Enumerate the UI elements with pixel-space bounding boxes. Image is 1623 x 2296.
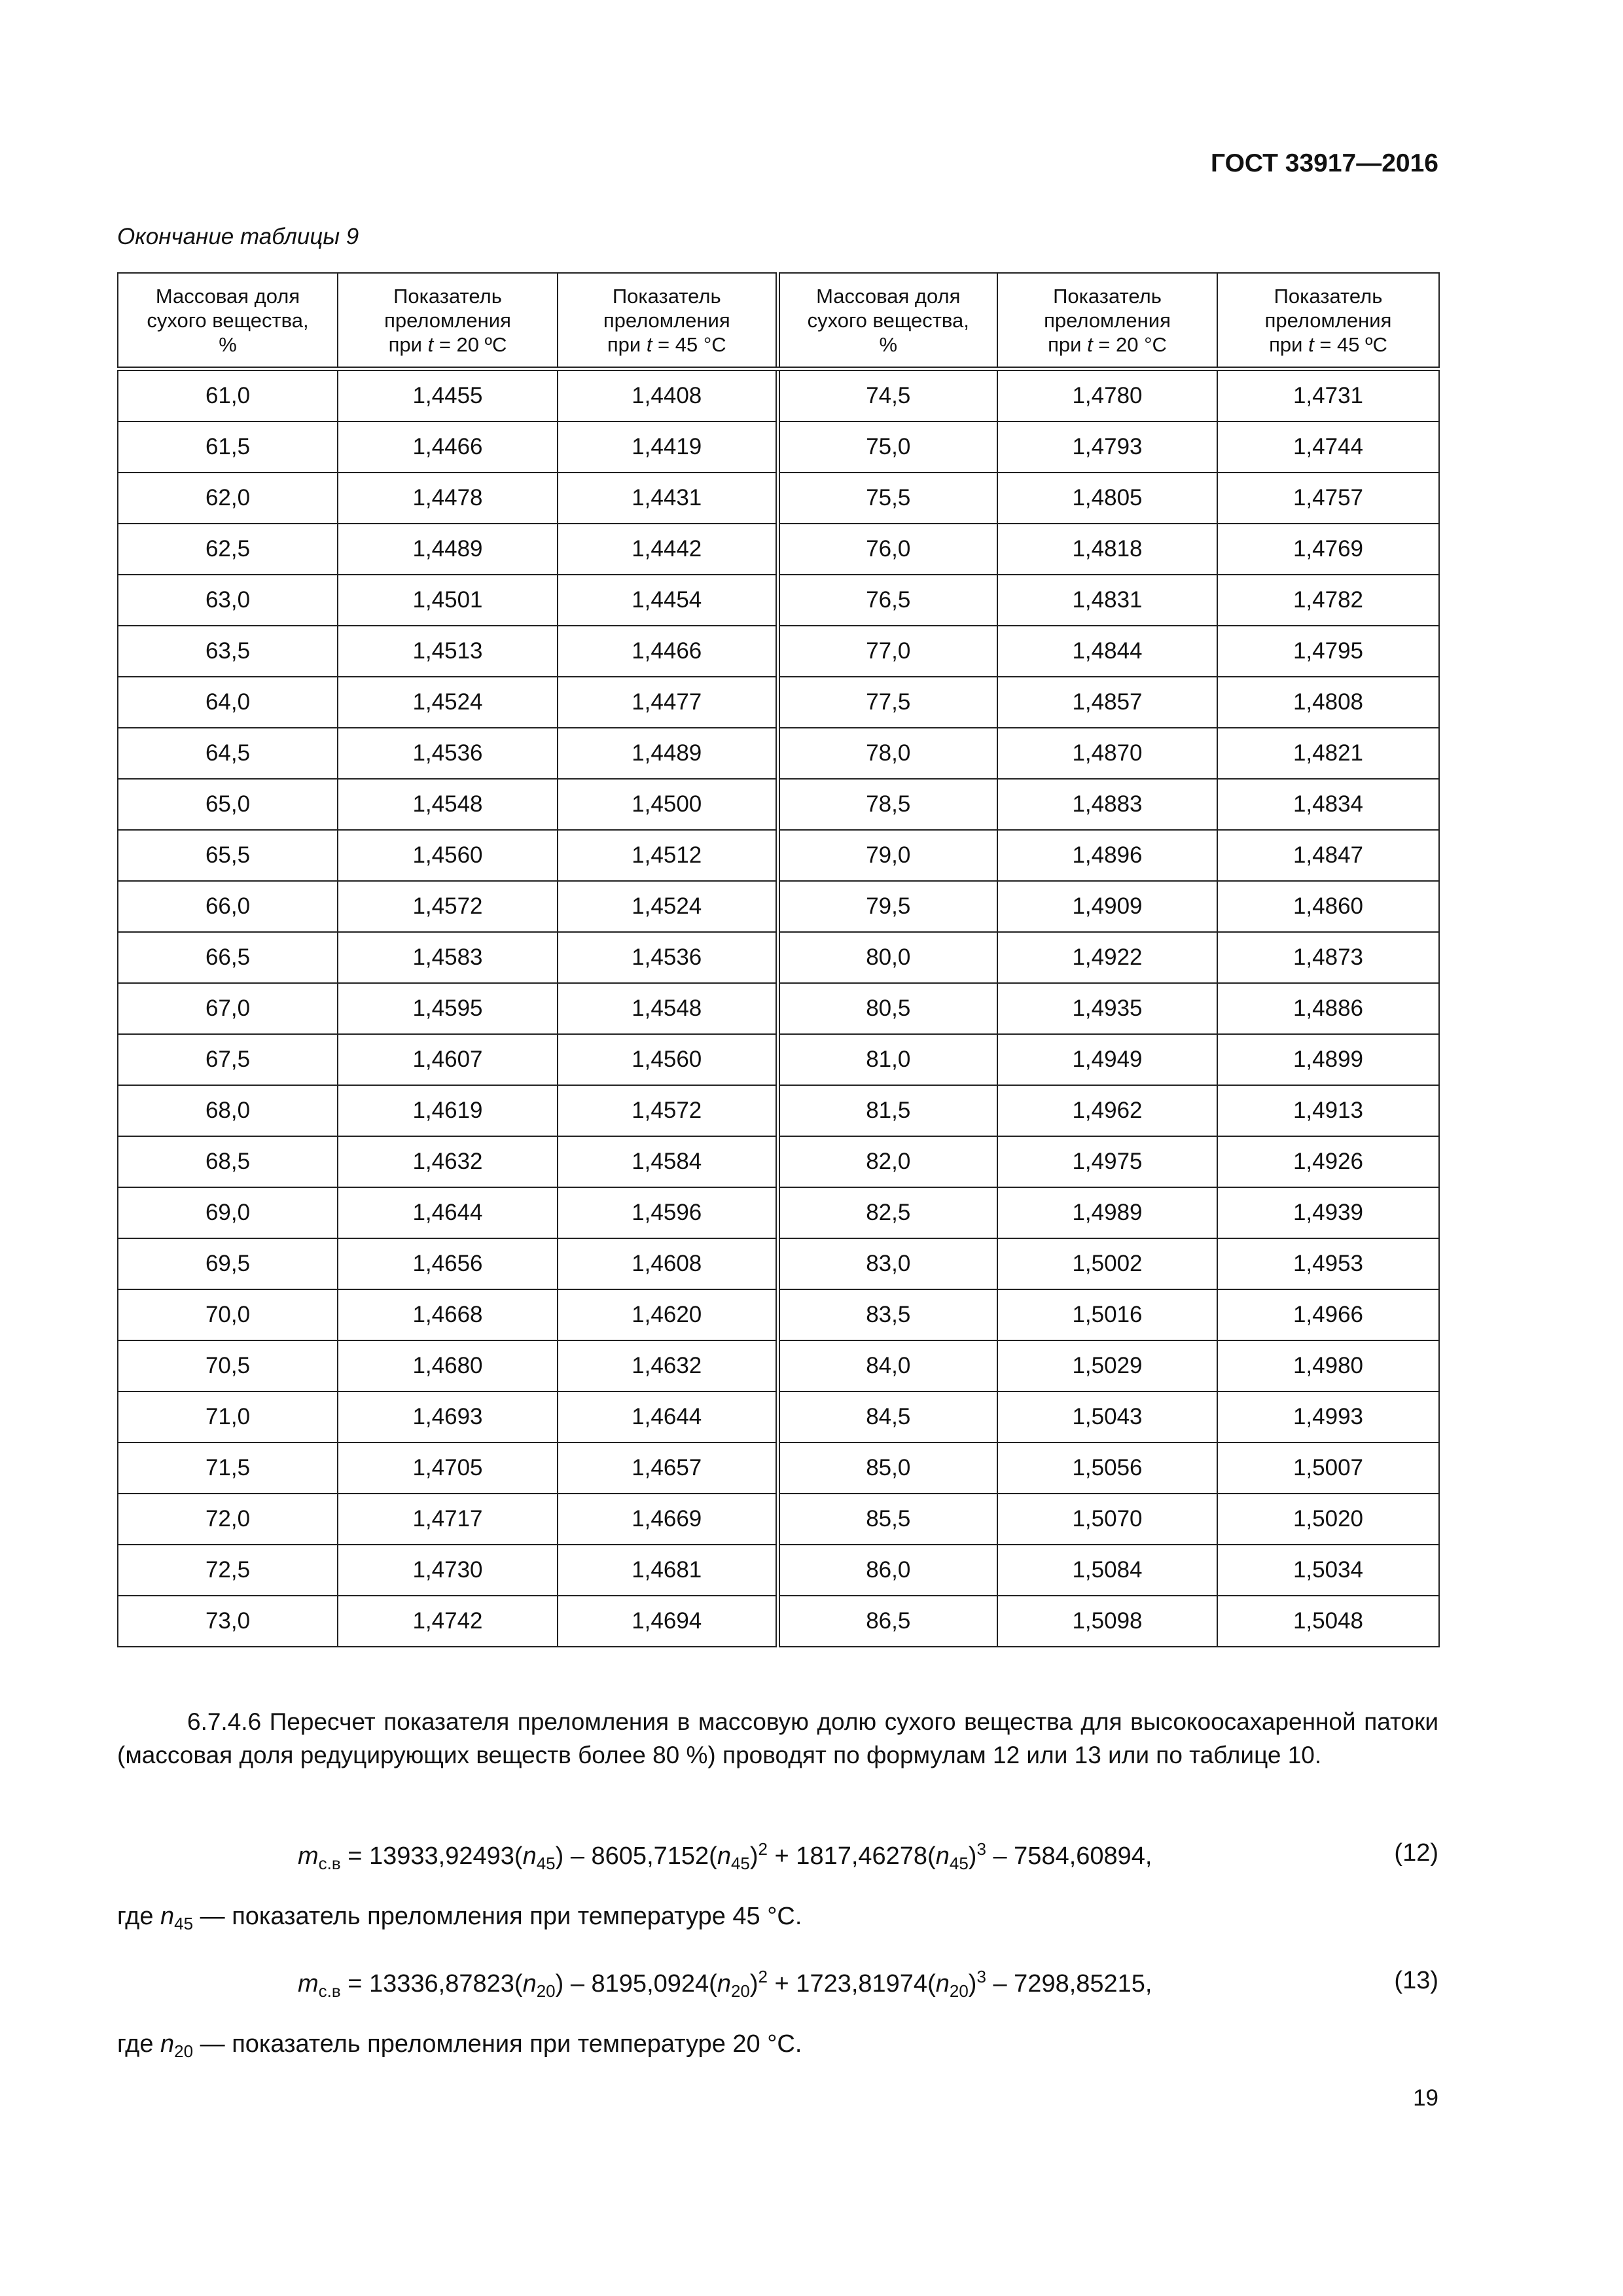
table-cell: 1,4512 bbox=[558, 830, 777, 881]
table-cell: 1,4757 bbox=[1217, 473, 1439, 524]
table-row bbox=[118, 1187, 1439, 1238]
formula-text: ) bbox=[749, 1970, 758, 1998]
formula-13 bbox=[298, 1967, 1152, 2001]
header-mass-fraction-1 bbox=[118, 273, 338, 369]
table-cell: 1,4899 bbox=[1217, 1034, 1439, 1085]
table-row bbox=[118, 1085, 1439, 1136]
table-row bbox=[118, 728, 1439, 779]
table-cell: 84,5 bbox=[777, 1391, 997, 1443]
header-refraction-45-1 bbox=[558, 273, 777, 369]
where-subscript: 20 bbox=[174, 2041, 194, 2061]
table-cell: 80,5 bbox=[777, 983, 997, 1034]
document-code: ГОСТ 33917—2016 bbox=[1211, 149, 1438, 177]
table-cell: 1,4693 bbox=[338, 1391, 558, 1443]
table-row bbox=[118, 575, 1439, 626]
header-text: Массовая доля bbox=[816, 284, 961, 308]
table-cell: 62,0 bbox=[118, 473, 338, 524]
header-mass-fraction-2 bbox=[777, 273, 997, 369]
table-row bbox=[118, 1034, 1439, 1085]
table-cell: 81,0 bbox=[777, 1034, 997, 1085]
header-text: % bbox=[879, 332, 898, 356]
table-cell: 1,4668 bbox=[338, 1289, 558, 1340]
table-cell: 76,0 bbox=[777, 524, 997, 575]
table-row bbox=[118, 932, 1439, 983]
table-cell: 1,5084 bbox=[997, 1545, 1217, 1596]
table-row bbox=[118, 1494, 1439, 1545]
table-cell: 1,4442 bbox=[558, 524, 777, 575]
table-cell: 1,4632 bbox=[558, 1340, 777, 1391]
formula-var: n bbox=[522, 1842, 537, 1870]
formula-exponent: 3 bbox=[976, 1839, 986, 1859]
header-text: Массовая доля bbox=[155, 284, 300, 308]
header-refraction-20-2 bbox=[997, 273, 1217, 369]
table-cell: 1,4694 bbox=[558, 1596, 777, 1647]
table-row bbox=[118, 369, 1439, 422]
table-row bbox=[118, 1443, 1439, 1494]
where-var: n bbox=[160, 2030, 175, 2058]
table-row bbox=[118, 1391, 1439, 1443]
table-cell: 1,4680 bbox=[338, 1340, 558, 1391]
table-cell: 66,0 bbox=[118, 881, 338, 932]
table-cell: 1,5043 bbox=[997, 1391, 1217, 1443]
table-cell: 84,0 bbox=[777, 1340, 997, 1391]
formula-12-number: (12) bbox=[1394, 1839, 1438, 1867]
table-cell: 1,4793 bbox=[997, 422, 1217, 473]
table-cell: 1,4489 bbox=[338, 524, 558, 575]
table-cell: 1,4632 bbox=[338, 1136, 558, 1187]
table-cell: 82,0 bbox=[777, 1136, 997, 1187]
table-cell: 1,5098 bbox=[997, 1596, 1217, 1647]
header-text: Показатель bbox=[612, 284, 721, 308]
table-cell: 1,4966 bbox=[1217, 1289, 1439, 1340]
where-text: — показатель преломления при температуре 20 °С. bbox=[193, 2030, 802, 2058]
table-cell: 70,0 bbox=[118, 1289, 338, 1340]
table-row bbox=[118, 1136, 1439, 1187]
table-row bbox=[118, 779, 1439, 830]
table-row bbox=[118, 422, 1439, 473]
formula-subscript: с.в bbox=[318, 1981, 341, 2001]
table-cell: 1,4782 bbox=[1217, 575, 1439, 626]
table-cell: 1,4408 bbox=[558, 369, 777, 422]
where-prefix: где bbox=[117, 2030, 161, 2058]
table-cell: 1,4466 bbox=[338, 422, 558, 473]
page-number: 19 bbox=[1413, 2085, 1438, 2111]
table-cell: 1,4536 bbox=[558, 932, 777, 983]
table-cell: 61,5 bbox=[118, 422, 338, 473]
table-cell: 1,4524 bbox=[338, 677, 558, 728]
table-cell: 1,4731 bbox=[1217, 369, 1439, 422]
formula-var: m bbox=[298, 1842, 319, 1870]
table-header bbox=[118, 273, 1439, 369]
header-text: преломления bbox=[1044, 308, 1171, 332]
table-row bbox=[118, 1238, 1439, 1289]
table-cell: 1,4742 bbox=[338, 1596, 558, 1647]
table-cell: 1,4596 bbox=[558, 1187, 777, 1238]
formula-12 bbox=[298, 1839, 1152, 1874]
table-cell: 85,0 bbox=[777, 1443, 997, 1494]
where-prefix: где bbox=[117, 1903, 161, 1930]
table-cell: 64,5 bbox=[118, 728, 338, 779]
table-cell: 73,0 bbox=[118, 1596, 338, 1647]
table-cell: 1,4536 bbox=[338, 728, 558, 779]
table-cell: 1,4857 bbox=[997, 677, 1217, 728]
table-cell: 1,4607 bbox=[338, 1034, 558, 1085]
table-cell: 1,4584 bbox=[558, 1136, 777, 1187]
formula-subscript: с.в bbox=[318, 1854, 341, 1873]
table-cell: 1,5034 bbox=[1217, 1545, 1439, 1596]
table-cell: 1,4595 bbox=[338, 983, 558, 1034]
table-cell: 83,0 bbox=[777, 1238, 997, 1289]
table-cell: 1,4818 bbox=[997, 524, 1217, 575]
header-text: = 20 ºС bbox=[433, 332, 507, 356]
table-cell: 61,0 bbox=[118, 369, 338, 422]
table-cell: 75,0 bbox=[777, 422, 997, 473]
table-cell: 1,4477 bbox=[558, 677, 777, 728]
table-cell: 1,4949 bbox=[997, 1034, 1217, 1085]
table-cell: 70,5 bbox=[118, 1340, 338, 1391]
table-cell: 1,4466 bbox=[558, 626, 777, 677]
table-cell: 1,4780 bbox=[997, 369, 1217, 422]
where-n20 bbox=[117, 2030, 802, 2062]
header-text: при bbox=[388, 332, 428, 356]
table-row bbox=[118, 881, 1439, 932]
table-row bbox=[118, 1596, 1439, 1647]
table-cell: 1,4873 bbox=[1217, 932, 1439, 983]
table-cell: 1,4962 bbox=[997, 1085, 1217, 1136]
table-cell: 1,4419 bbox=[558, 422, 777, 473]
table-cell: 1,4489 bbox=[558, 728, 777, 779]
formula-text: ) bbox=[968, 1970, 977, 1998]
table-cell: 1,4870 bbox=[997, 728, 1217, 779]
table-cell: 67,0 bbox=[118, 983, 338, 1034]
header-variable: t bbox=[427, 332, 434, 356]
table-cell: 86,0 bbox=[777, 1545, 997, 1596]
table-cell: 77,5 bbox=[777, 677, 997, 728]
table-cell: 1,4524 bbox=[558, 881, 777, 932]
table-cell: 1,4821 bbox=[1217, 728, 1439, 779]
table-cell: 79,5 bbox=[777, 881, 997, 932]
formula-text: + 1723,81974( bbox=[768, 1970, 936, 1998]
refraction-table bbox=[117, 272, 1440, 1647]
header-text: Показатель bbox=[393, 284, 502, 308]
formula-var: n bbox=[935, 1842, 950, 1870]
where-subscript: 45 bbox=[174, 1914, 194, 1933]
table-cell: 1,5029 bbox=[997, 1340, 1217, 1391]
header-text: Показатель bbox=[1053, 284, 1162, 308]
header-text: при bbox=[1269, 332, 1309, 356]
table-cell: 1,4669 bbox=[558, 1494, 777, 1545]
table-cell: 74,5 bbox=[777, 369, 997, 422]
table-cell: 1,4620 bbox=[558, 1289, 777, 1340]
table-cell: 1,4993 bbox=[1217, 1391, 1439, 1443]
table-cell: 82,5 bbox=[777, 1187, 997, 1238]
table-row bbox=[118, 626, 1439, 677]
table-cell: 63,5 bbox=[118, 626, 338, 677]
header-variable: t bbox=[646, 332, 652, 356]
header-row bbox=[118, 273, 1439, 369]
table-cell: 1,5020 bbox=[1217, 1494, 1439, 1545]
header-refraction-45-2 bbox=[1217, 273, 1439, 369]
table-cell: 1,5056 bbox=[997, 1443, 1217, 1494]
table-cell: 1,4656 bbox=[338, 1238, 558, 1289]
table-cell: 75,5 bbox=[777, 473, 997, 524]
table-cell: 68,0 bbox=[118, 1085, 338, 1136]
header-text: сухого вещества, bbox=[147, 308, 309, 332]
table-cell: 1,4886 bbox=[1217, 983, 1439, 1034]
table-cell: 1,4844 bbox=[997, 626, 1217, 677]
table-cell: 63,0 bbox=[118, 575, 338, 626]
table-row bbox=[118, 473, 1439, 524]
table-cell: 62,5 bbox=[118, 524, 338, 575]
header-text: % bbox=[219, 332, 237, 356]
formula-text: ) bbox=[968, 1842, 977, 1870]
table-cell: 83,5 bbox=[777, 1289, 997, 1340]
table-cell: 1,4883 bbox=[997, 779, 1217, 830]
table-cell: 80,0 bbox=[777, 932, 997, 983]
table-cell: 1,4657 bbox=[558, 1443, 777, 1494]
table-cell: 1,4744 bbox=[1217, 422, 1439, 473]
table-cell: 65,5 bbox=[118, 830, 338, 881]
table-cell: 1,4608 bbox=[558, 1238, 777, 1289]
formula-exponent: 3 bbox=[976, 1967, 986, 1986]
table-cell: 1,4896 bbox=[997, 830, 1217, 881]
formula-var: n bbox=[522, 1970, 537, 1998]
header-text: сухого вещества, bbox=[807, 308, 969, 332]
table-cell: 1,4548 bbox=[558, 983, 777, 1034]
formula-text: – 7584,60894, bbox=[986, 1842, 1152, 1870]
table-cell: 1,4975 bbox=[997, 1136, 1217, 1187]
formula-text: + 1817,46278( bbox=[768, 1842, 936, 1870]
where-n45 bbox=[117, 1903, 802, 1934]
formula-exponent: 2 bbox=[758, 1839, 768, 1859]
table-cell: 1,4860 bbox=[1217, 881, 1439, 932]
table-cell: 78,0 bbox=[777, 728, 997, 779]
where-var: n bbox=[160, 1903, 175, 1930]
table-cell: 1,5048 bbox=[1217, 1596, 1439, 1647]
table-cell: 71,0 bbox=[118, 1391, 338, 1443]
table-cell: 1,5007 bbox=[1217, 1443, 1439, 1494]
table-cell: 1,4560 bbox=[558, 1034, 777, 1085]
table-cell: 68,5 bbox=[118, 1136, 338, 1187]
table-row bbox=[118, 1340, 1439, 1391]
table-cell: 1,4831 bbox=[997, 575, 1217, 626]
table-cell: 1,4935 bbox=[997, 983, 1217, 1034]
table-cell: 71,5 bbox=[118, 1443, 338, 1494]
table-cell: 77,0 bbox=[777, 626, 997, 677]
table-cell: 1,4572 bbox=[338, 881, 558, 932]
header-text: преломления bbox=[603, 308, 730, 332]
header-variable: t bbox=[1087, 332, 1093, 356]
table-cell: 1,4513 bbox=[338, 626, 558, 677]
header-text: преломления bbox=[384, 308, 511, 332]
formula-exponent: 2 bbox=[758, 1967, 768, 1986]
formula-text: ) – 8605,7152( bbox=[555, 1842, 717, 1870]
formula-subscript: 45 bbox=[730, 1854, 750, 1873]
table-cell: 1,4431 bbox=[558, 473, 777, 524]
table-cell: 1,4705 bbox=[338, 1443, 558, 1494]
table-row bbox=[118, 1545, 1439, 1596]
table-cell: 69,0 bbox=[118, 1187, 338, 1238]
table-cell: 76,5 bbox=[777, 575, 997, 626]
table-cell: 1,4560 bbox=[338, 830, 558, 881]
table-cell: 69,5 bbox=[118, 1238, 338, 1289]
table-cell: 1,4989 bbox=[997, 1187, 1217, 1238]
table-cell: 1,4805 bbox=[997, 473, 1217, 524]
header-text: при bbox=[607, 332, 647, 356]
formula-text: = 13933,92493( bbox=[340, 1842, 523, 1870]
table-cell: 1,4730 bbox=[338, 1545, 558, 1596]
table-cell: 1,4644 bbox=[338, 1187, 558, 1238]
header-text: преломления bbox=[1264, 308, 1392, 332]
table-cell: 79,0 bbox=[777, 830, 997, 881]
table-cell: 1,4644 bbox=[558, 1391, 777, 1443]
table-cell: 1,4808 bbox=[1217, 677, 1439, 728]
table-cell: 66,5 bbox=[118, 932, 338, 983]
formula-13-number: (13) bbox=[1394, 1967, 1438, 1994]
table-cell: 1,4913 bbox=[1217, 1085, 1439, 1136]
table-cell: 1,4926 bbox=[1217, 1136, 1439, 1187]
formula-subscript: 45 bbox=[536, 1854, 556, 1873]
formula-subscript: 20 bbox=[949, 1981, 969, 2001]
table-cell: 67,5 bbox=[118, 1034, 338, 1085]
table-cell: 1,4980 bbox=[1217, 1340, 1439, 1391]
table-row bbox=[118, 983, 1439, 1034]
table-cell: 1,4769 bbox=[1217, 524, 1439, 575]
table-row bbox=[118, 677, 1439, 728]
table-cell: 1,5002 bbox=[997, 1238, 1217, 1289]
table-body bbox=[118, 369, 1439, 1647]
header-text: = 45 °С bbox=[652, 332, 726, 356]
table-cell: 1,4717 bbox=[338, 1494, 558, 1545]
table-cell: 1,4548 bbox=[338, 779, 558, 830]
header-refraction-20-1 bbox=[338, 273, 558, 369]
table-row bbox=[118, 524, 1439, 575]
where-text: — показатель преломления при температуре 45 °С. bbox=[193, 1903, 802, 1930]
table-cell: 64,0 bbox=[118, 677, 338, 728]
table-cell: 1,4478 bbox=[338, 473, 558, 524]
header-text: = 20 °С bbox=[1092, 332, 1167, 356]
table-row bbox=[118, 1289, 1439, 1340]
formula-subscript: 20 bbox=[536, 1981, 556, 2001]
formula-var: m bbox=[298, 1970, 319, 1998]
table-cell: 1,4681 bbox=[558, 1545, 777, 1596]
table-cell: 1,4847 bbox=[1217, 830, 1439, 881]
table-cell: 72,0 bbox=[118, 1494, 338, 1545]
table-cell: 1,4454 bbox=[558, 575, 777, 626]
table-cell: 72,5 bbox=[118, 1545, 338, 1596]
table-cell: 81,5 bbox=[777, 1085, 997, 1136]
table-cell: 1,5016 bbox=[997, 1289, 1217, 1340]
header-text: Показатель bbox=[1274, 284, 1383, 308]
table-cell: 1,4619 bbox=[338, 1085, 558, 1136]
table-cell: 1,4909 bbox=[997, 881, 1217, 932]
table-cell: 1,4795 bbox=[1217, 626, 1439, 677]
formula-text: = 13336,87823( bbox=[340, 1970, 523, 1998]
table-caption: Окончание таблицы 9 bbox=[117, 224, 359, 249]
formula-var: n bbox=[935, 1970, 950, 1998]
table-cell: 1,4572 bbox=[558, 1085, 777, 1136]
table-cell: 1,4922 bbox=[997, 932, 1217, 983]
table-cell: 1,4834 bbox=[1217, 779, 1439, 830]
table-cell: 1,4939 bbox=[1217, 1187, 1439, 1238]
header-text: = 45 ºС bbox=[1313, 332, 1387, 356]
table-cell: 86,5 bbox=[777, 1596, 997, 1647]
table-cell: 1,4500 bbox=[558, 779, 777, 830]
table-cell: 85,5 bbox=[777, 1494, 997, 1545]
table-cell: 1,4501 bbox=[338, 575, 558, 626]
formula-subscript: 45 bbox=[949, 1854, 969, 1873]
formula-var: n bbox=[717, 1970, 731, 1998]
header-text: при bbox=[1048, 332, 1088, 356]
formula-var: n bbox=[717, 1842, 731, 1870]
table-row bbox=[118, 830, 1439, 881]
table-cell: 1,4953 bbox=[1217, 1238, 1439, 1289]
paragraph-6-7-4-6: 6.7.4.6 Пересчет показателя преломления в массовую долю сухого вещества для высокоосахаренной патоки (массовая доля редуцирующих веществ более 80 %) проводят по формулам 12 или 13 или по таблице 10. bbox=[117, 1708, 1438, 1768]
table-cell: 1,4583 bbox=[338, 932, 558, 983]
formula-subscript: 20 bbox=[730, 1981, 750, 2001]
header-variable: t bbox=[1308, 332, 1314, 356]
table-cell: 1,4455 bbox=[338, 369, 558, 422]
formula-text: – 7298,85215, bbox=[986, 1970, 1152, 1998]
formula-text: ) bbox=[749, 1842, 758, 1870]
table-cell: 1,5070 bbox=[997, 1494, 1217, 1545]
table-cell: 78,5 bbox=[777, 779, 997, 830]
table-cell: 65,0 bbox=[118, 779, 338, 830]
formula-text: ) – 8195,0924( bbox=[555, 1970, 717, 1998]
